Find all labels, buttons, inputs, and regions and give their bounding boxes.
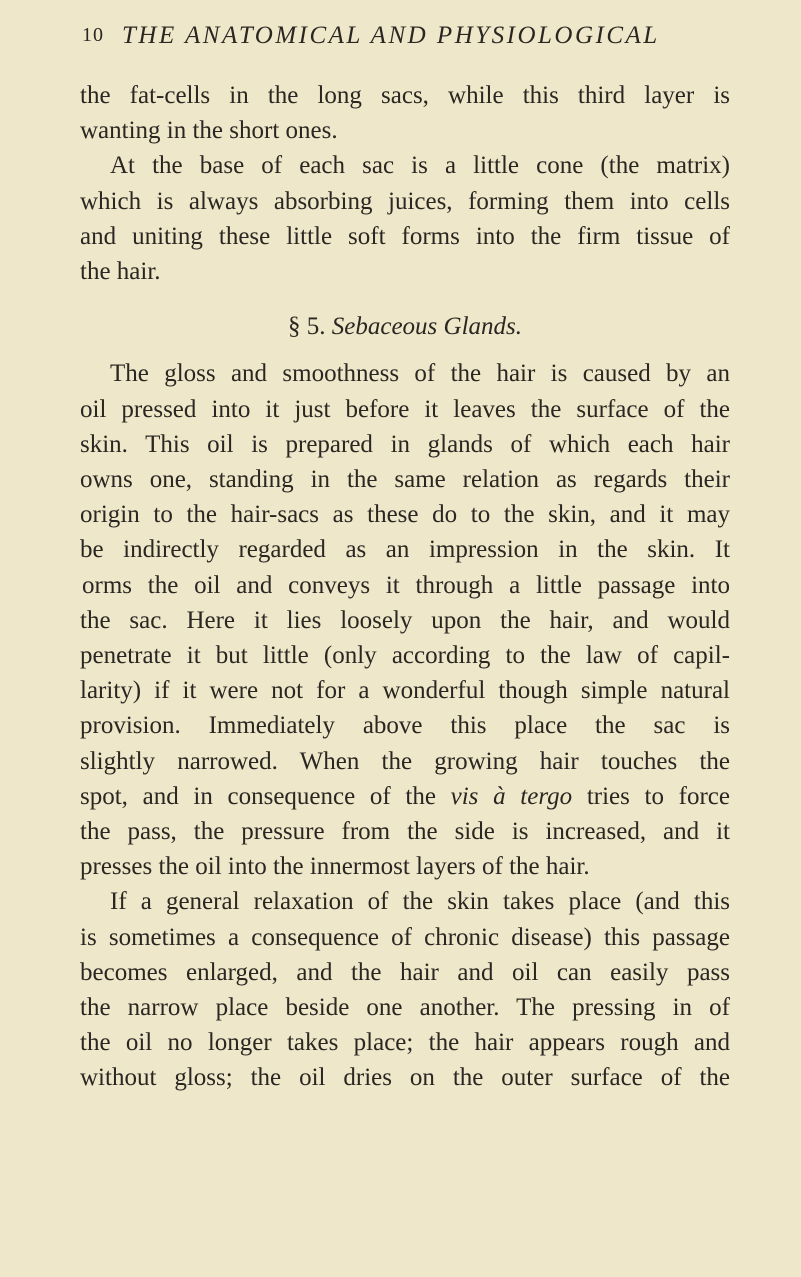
text-segment: spot, and in consequence of the [80,782,436,810]
text-line: owns one, standing in the same relation as regards their [80,466,730,494]
text-line-with-italic [80,779,730,814]
running-head [82,22,742,54]
paragraph-gloss [80,356,730,884]
text-line: the fat-cells in the long sacs, while this third layer is [80,82,730,109]
text-line: orms the oil and conveys it through a little passage into [82,571,730,599]
text-line: be indirectly regarded as an impression in the skin. It [80,536,730,564]
paragraph-relaxation [80,884,730,1095]
text-line: slightly narrowed. When the growing hair touches the [80,747,730,775]
text-line: without gloss; the oil dries on the outer surface of the [80,1064,730,1092]
text-line: provision. Immediately above this place the sac is [80,712,730,740]
text-line: oil pressed into it just before it leaves the surface of the [80,395,730,423]
text-line: If a general relaxation of the skin takes place (and this [110,888,730,916]
text-line: larity) if it were not for a wonderful though simple natural [80,677,730,705]
text-line: is sometimes a consequence of chronic disease) this passage [80,923,730,951]
section-heading [80,309,730,344]
text-line: the hair. [80,258,161,286]
latin-phrase: vis à tergo [450,782,573,810]
paragraph-matrix [80,148,730,289]
text-line: skin. This oil is prepared in glands of which each hair [80,430,730,458]
body-text [80,78,730,1096]
text-line: becomes enlarged, and the hair and oil can easily pass [80,958,730,986]
text-line: the narrow place beside one another. The pressing in of [80,994,730,1022]
page-number: 10 [82,24,104,46]
text-line: the oil no longer takes place; the hair appears rough and [80,1029,730,1057]
text-line: the sac. Here it lies loosely upon the hair, and would [80,606,730,634]
running-title: THE ANATOMICAL AND PHYSIOLOGICAL [122,22,660,49]
text-segment: tries to force [586,782,731,810]
text-line: wanting in the short ones. [80,117,338,145]
section-title: Sebaceous Glands. [331,313,522,341]
text-line: The gloss and smoothness of the hair is caused by an [110,360,730,388]
text-line: presses the oil into the innermost layers of the hair. [80,853,590,881]
paragraph-continuation [80,78,730,148]
text-line: the pass, the pressure from the side is increased, and it [80,818,730,846]
section-number: § 5. [288,313,326,341]
text-line: which is always absorbing juices, forming them into cells [80,187,730,215]
text-line: and uniting these little soft forms into the firm tissue of [80,222,730,250]
text-line: At the base of each sac is a little cone (the matrix) [110,152,730,180]
text-line: origin to the hair-sacs as these do to the skin, and it may [80,501,730,529]
text-line: penetrate it but little (only according to the law of capil- [80,642,730,670]
